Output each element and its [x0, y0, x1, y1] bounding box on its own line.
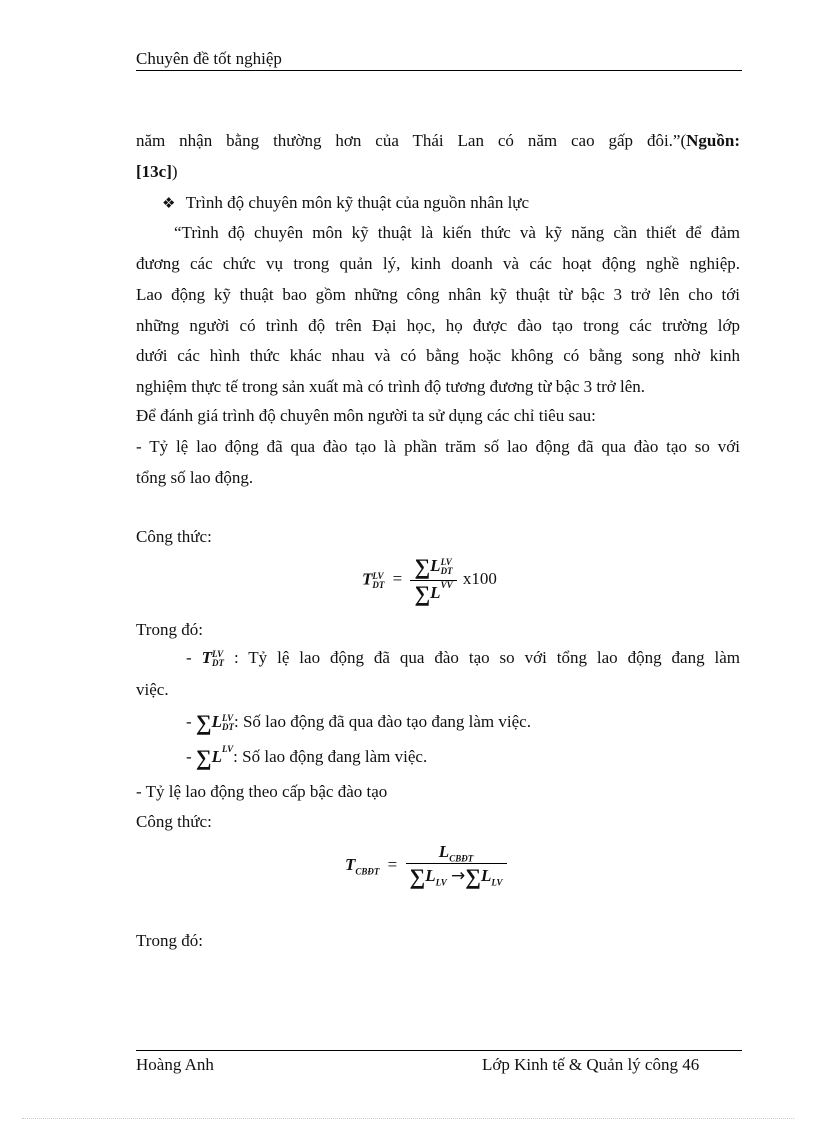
page-header-title: Chuyên đề tốt nghiệp: [136, 49, 282, 68]
math-sub: CBĐT: [449, 853, 474, 864]
quote-line: “Trình độ chuyên môn kỹ thuật là kiến thức và kỹ năng cần thiết để đảm: [174, 223, 740, 242]
formula-level-rate: [345, 842, 507, 890]
text-run: năm nhận bằng thường hơn của Thái Lan có năm cao gấp đôi.”(: [136, 131, 687, 150]
math-symbol: T: [362, 569, 373, 589]
list-dash: -: [186, 746, 192, 766]
quote-line: đương các chức vụ trong quản lý, kinh doanh và các hoạt động nghề nghiệp.: [136, 254, 740, 273]
sigma-symbol: ∑: [414, 554, 431, 579]
sigma-symbol: ∑: [465, 864, 481, 890]
math-symbol: L: [425, 866, 436, 886]
quote-line: nghiệm thực tế trong sản xuất mà có trình độ tương đương từ bậc 3 trở lên.: [136, 377, 646, 396]
definition-text: : Tỷ lệ lao động đã qua đào tạo so với tổng lao động đang làm: [233, 648, 741, 667]
sigma-symbol: ∑: [195, 745, 212, 770]
formula-training-rate: [362, 554, 497, 607]
definition-sum-lv: [186, 745, 790, 771]
math-symbol: L: [211, 746, 222, 766]
math-symbol: L: [430, 555, 441, 575]
sigma-symbol: ∑: [414, 581, 431, 606]
footer-author: Hoàng Anh: [136, 1055, 214, 1074]
math-sub: DT: [372, 579, 385, 590]
criteria-intro: Để đánh giá trình độ chuyên môn người ta sử dụng các chỉ tiêu sau:: [136, 406, 596, 425]
math-sup: LV: [222, 744, 234, 754]
math-sup: LV: [440, 557, 452, 567]
diamond-bullet-icon: ❖: [162, 194, 176, 212]
where-label: Trong đó:: [136, 620, 203, 639]
math-symbol: L: [430, 582, 441, 602]
math-symbol: L: [211, 711, 222, 731]
math-sub: LV: [491, 877, 503, 888]
definition-sum-dt: [186, 710, 790, 736]
math-sup: LV: [222, 713, 234, 723]
formula-label: Công thức:: [136, 527, 212, 546]
text-run: ): [171, 162, 178, 181]
formula-label: Công thức:: [136, 812, 212, 831]
bullet-heading-text: Trình độ chuyên môn kỹ thuật của nguồn nhân lực: [185, 193, 530, 212]
quote-line: dưới các hình thức khác nhau và có bằng hoặc không có bằng song nhờ kinh: [136, 346, 740, 365]
list-dash: -: [186, 648, 192, 667]
footer-divider: [136, 1050, 742, 1051]
rate-by-level: - Tỷ lệ lao động theo cấp bậc đào tạo: [136, 782, 388, 801]
paragraph-line: [136, 131, 740, 151]
arrow-icon: →: [451, 866, 466, 887]
math-sup: LV: [372, 570, 384, 581]
multiplier: x100: [462, 569, 497, 589]
math-symbol: L: [480, 866, 492, 886]
bullet-heading: [162, 193, 766, 213]
math-fraction: [410, 554, 456, 607]
math-sub: DT: [222, 722, 234, 732]
definition-text: : Số lao động đang làm việc.: [233, 746, 428, 766]
header-divider: [136, 70, 742, 71]
math-symbol: L: [438, 842, 450, 861]
math-fraction: [406, 842, 507, 890]
math-sub: DT: [440, 566, 453, 576]
math-sub: CBĐT: [355, 866, 380, 877]
page-edge-divider: [22, 1118, 794, 1119]
definition-t-cont: việc.: [136, 680, 169, 699]
footer-class: Lớp Kinh tế & Quản lý công 46: [482, 1055, 700, 1074]
math-sub: LV: [435, 877, 447, 888]
where-label: Trong đó:: [136, 931, 203, 950]
source-label: Nguồn:: [686, 131, 740, 150]
math-equals: =: [387, 855, 398, 875]
math-symbol: T: [201, 648, 212, 667]
sigma-symbol: ∑: [195, 710, 212, 735]
source-ref: [13c]: [136, 162, 172, 181]
quote-line: Lao động kỹ thuật bao gồm những công nhân kỹ thuật từ bậc 3 trở lên cho tới: [136, 285, 740, 304]
math-sup: LV: [212, 649, 224, 660]
paragraph-line: [136, 162, 740, 182]
definition-text: : Số lao động đã qua đào tạo đang làm việc.: [234, 711, 531, 731]
rate-definition: - Tỷ lệ lao động đã qua đào tạo là phần trăm số lao động đã qua đào tạo so với: [136, 437, 740, 456]
rate-definition-cont: tổng số lao động.: [136, 468, 254, 487]
math-equals: =: [392, 569, 403, 589]
math-sub: DT: [212, 658, 224, 669]
list-dash: -: [186, 711, 192, 731]
math-symbol: T: [345, 855, 356, 875]
sigma-symbol: ∑: [409, 864, 426, 890]
definition-t: [186, 648, 740, 668]
quote-line: những người có trình độ trên Đại học, họ được đào tạo trong các trường lớp: [136, 316, 740, 335]
math-sup: VV: [440, 580, 453, 590]
